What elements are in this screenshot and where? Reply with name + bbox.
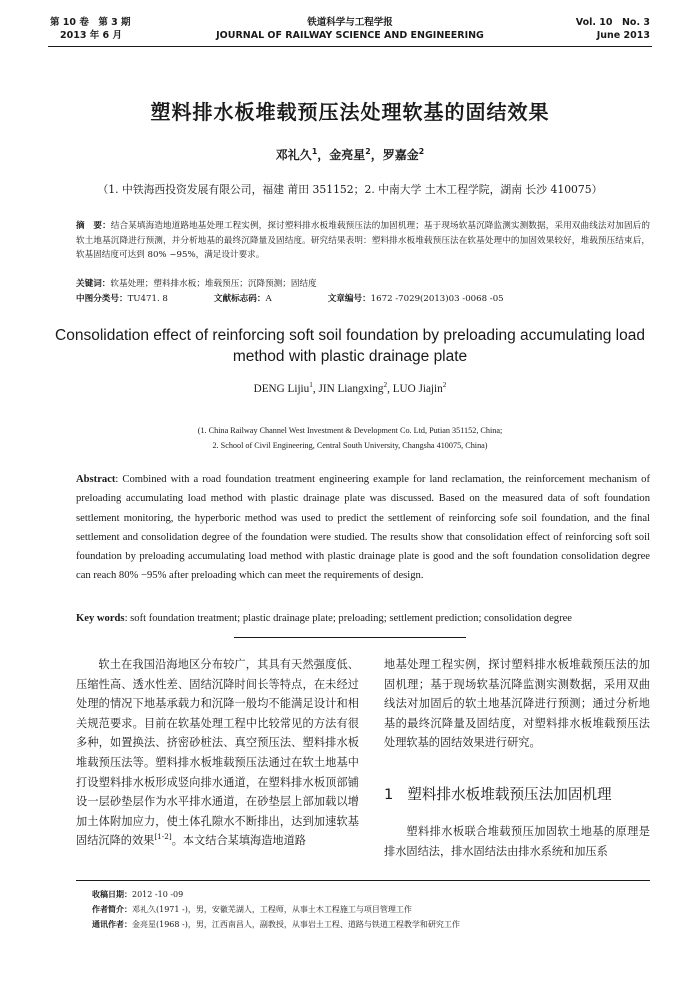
footnotes [92, 887, 652, 933]
abstract-cn-text: 结合某填海造地道路地基处理工程实例，探讨塑料排水板堆载预压法的加固机理；基于现场软基沉降监测实测数据，采用双曲线法对加固后的软土地基沉降进行预测，并分析地基的最终沉降量及固结度。研究结果表明：塑料排水板堆载预压法在软基处理中的加固效果较好，堆载预压结束后，软基固结度可达到 80% ~95%，满足设计要求。 [76, 221, 650, 261]
author-separator: , [312, 383, 319, 395]
paper-title-cn: 塑料排水板堆载预压法处理软基的固结效果 [150, 100, 550, 124]
article-no-label: 文章编号： [327, 294, 371, 304]
section-divider-rule [234, 637, 466, 638]
keywords-cn-label: 关键词： [76, 279, 111, 289]
section-title: 塑料排水板堆载预压法加固机理 [407, 785, 612, 803]
author-name-en: JIN Liangxing [318, 383, 384, 395]
intro-paragraph: 软土在我国沿海地区分布较广，其具有天然强度低、压缩性高、透水性差、固结沉降时间长等特点，在未经过处理的情况下地基承载力和沉降一般均不能满足设计和相关规范要求。目前在软基处理工程中比较常见的方法有很多种，如置换法、挤密砂桩法、真空预压法、塑料排水板堆载预压法等。塑料排水板堆载预压法通过在软土地基中打设塑料排水板形成竖向排水通道，在塑料排水板顶部铺设一层砂垫层作为水平排水通道，在砂垫层上部加载以增加土体附加应力，使土体孔隙水不断排出，达到加速软基固结沉降的效果 [76, 658, 359, 848]
author-affil-mark: 2 [383, 381, 388, 389]
keywords-en [76, 609, 650, 628]
keywords-en-label: Key words [76, 613, 125, 624]
author-separator: , [387, 383, 393, 395]
keywords-en-text: : soft foundation treatment; plastic drainage plate; preloading; settlement prediction; consolidation degree [124, 613, 573, 624]
section-paragraph: 塑料排水板联合堆载预压加固软土地基的原理是排水固结法，排水固结法由排水系统和加压系 [384, 824, 650, 858]
author-separator: ， [370, 148, 383, 162]
journal-name-en: JOURNAL OF RAILWAY SCIENCE AND ENGINEERING [216, 30, 484, 41]
paper-title-en-line1: Consolidation effect of reinforcing soft soil foundation by preloading accumulating load [55, 327, 645, 344]
section-heading [384, 783, 650, 804]
author-separator: ， [317, 148, 330, 162]
volume-issue: 第 10 卷 第 3 期 [50, 17, 131, 28]
authors-cn [0, 146, 700, 163]
journal-name-cn: 铁道科学与工程学报 [307, 17, 393, 28]
keywords-cn [76, 277, 650, 292]
author-affil-mark: 2 [365, 147, 371, 156]
doc-code-value: A [265, 294, 272, 304]
running-header [0, 0, 700, 60]
header-right [540, 16, 650, 42]
author-affil-mark: 2 [442, 381, 447, 389]
affiliation-en [0, 423, 700, 453]
article-no-value: 1672 -7029(2013)03 -0068 -05 [370, 294, 504, 304]
author-name: 罗嘉金 [382, 148, 419, 162]
abstract-cn-label: 摘 要： [76, 221, 111, 231]
affiliation-cn: （1. 中铁海西投资发展有限公司，福建 莆田 351152；2. 中南大学 土木工程学院，湖南 长沙 410075） [97, 183, 603, 196]
header-left [50, 16, 131, 42]
body-column-right [384, 655, 650, 861]
abstract-en [76, 470, 650, 586]
received-date: 收稿日期：2012 -10 -09 [92, 889, 184, 899]
author-name-en: DENG Lijiu [253, 383, 310, 395]
classification-line [76, 292, 650, 307]
author-affil-mark: 1 [309, 381, 313, 389]
authors-en [0, 383, 700, 395]
volume-issue-en: Vol. 10 No. 3 [575, 17, 650, 28]
body-column-left [76, 655, 359, 851]
paper-title-en [40, 325, 660, 367]
intro-paragraph-continued: 地基处理工程实例，探讨塑料排水板堆载预压法的加固机理；基于现场软基沉降监测实测数据，采用双曲线法对加固后的软土地基沉降进行预测；通过分析地基的最终沉降量及固结度，对塑料排水板堆载预压法处理软基的固结效果进行研究。 [384, 658, 650, 750]
intro-paragraph-tail: 。本文结合某填海造地道路 [171, 834, 306, 848]
abstract-cn [76, 219, 650, 263]
citation-ref: [1-2] [154, 832, 172, 842]
clc-label: 中图分类号： [76, 294, 128, 304]
publication-date-cn: 2013 年 6 月 [60, 30, 122, 41]
doc-code-label: 文献标志码： [213, 294, 266, 304]
author-affil-mark: 1 [311, 147, 318, 156]
footnote-rule [76, 880, 650, 881]
abstract-en-label: Abstract [76, 474, 116, 485]
section-number: 1 [384, 785, 394, 803]
author-affil-mark: 2 [418, 147, 425, 156]
corresponding-author: 通讯作者：金亮星(1968 -)，男，江西南昌人，副教授，从事岩土工程、道路与铁道工程教学和研究工作 [92, 919, 460, 930]
clc-value: TU471. 8 [127, 294, 168, 304]
header-center [180, 16, 520, 42]
author-name-en: LUO Jiajin [392, 383, 443, 395]
affiliation-en-line1: (1. China Railway Channel West Investment & Development Co. Ltd, Putian 351152, China; [197, 426, 503, 435]
keywords-cn-text: 软基处理；塑料排水板；堆载预压；沉降预测；固结度 [110, 279, 317, 289]
paper-title-en-line2: method with plastic drainage plate [232, 348, 468, 365]
header-rule [48, 46, 652, 47]
abstract-en-text: : Combined with a road foundation treatment engineering example for land reclamation, the reinforcement mechanism of preloading accumulating load method with plastic drainage plate was discussed. Based on the measured data of soft foundation settlement monitoring, the hyperboric method was used to predict the settlement of reinforcing sofe soil foundation, and the final settlement and consolidation degree of the foundation were studied. The results show that consolidation effect of reinforcing soft soil foundation by preloading accumulating load method with plastic drainage plate is good and the soft foundation consolidation degree can reach 80% −95% after preloading which can meet the requirements of design. [76, 474, 650, 582]
affiliation-en-line2: 2. School of Civil Engineering, Central South University, Changsha 410075, China) [212, 441, 488, 450]
author-name: 邓礼久 [275, 148, 312, 162]
publication-date-en: June 2013 [596, 30, 650, 41]
author-name: 金亮星 [329, 148, 366, 162]
author-bio: 作者简介：邓礼久(1971 -)，男，安徽芜湖人，工程师，从事土木工程施工与项目管理工作 [92, 904, 412, 915]
